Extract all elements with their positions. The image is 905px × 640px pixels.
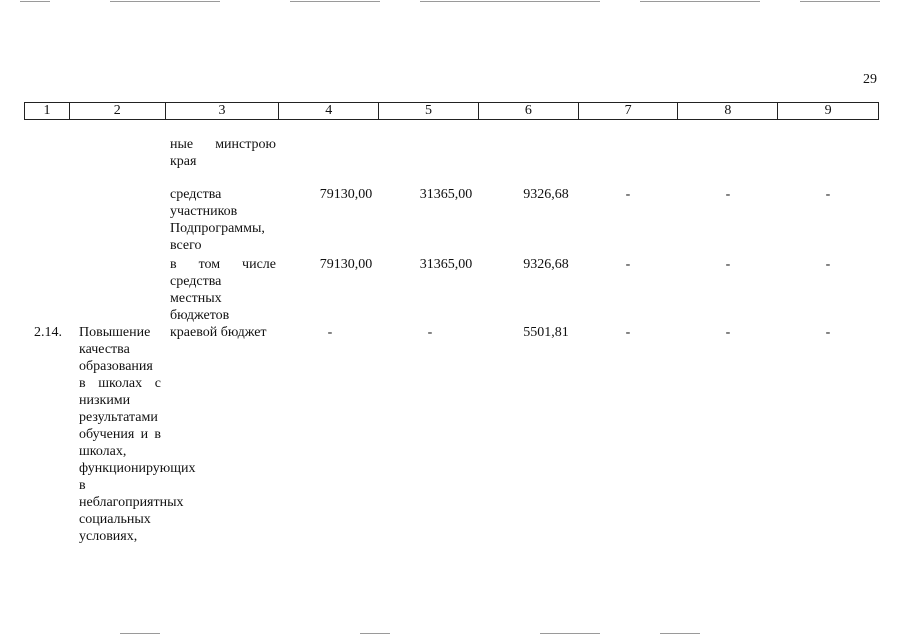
row-source-cell: краевой бюджет xyxy=(170,325,267,340)
row-value-col5: - xyxy=(427,325,433,340)
page-number: 29 xyxy=(863,72,877,87)
row-value-col4: 79130,00 xyxy=(319,187,373,202)
scan-artifact-top xyxy=(0,0,905,4)
row-value-col7: - xyxy=(625,325,631,340)
row-source-cell: средства участников Подпрограммы, всего xyxy=(170,187,265,253)
row-value-col9: - xyxy=(825,187,831,202)
row-value-col7: - xyxy=(625,187,631,202)
header-col-9: 9 xyxy=(824,103,832,118)
table-header-row xyxy=(24,102,879,120)
header-col-7: 7 xyxy=(579,103,679,119)
row-name-cell: Повышение качества образования в школах с низкими результатами обучения и в школах, функционирующих в неблагоприятных социальных условиях, xyxy=(79,325,196,544)
header-col-4: 4 xyxy=(279,103,379,119)
header-col-2: 2 xyxy=(70,103,166,119)
header-col-3: 3 xyxy=(166,103,280,119)
row-value-col8: - xyxy=(725,257,731,272)
row-value-col5: 31365,00 xyxy=(419,257,473,272)
row-value-col9: - xyxy=(825,325,831,340)
row-source-cell: в том числе средства местных бюджетов xyxy=(170,257,276,323)
row-value-col6: 9326,68 xyxy=(523,257,569,272)
row-value-col8: - xyxy=(725,187,731,202)
header-col-8: 8 xyxy=(678,103,778,119)
row-value-col6: 5501,81 xyxy=(523,325,569,340)
header-col-6: 6 xyxy=(479,103,579,119)
scan-artifact-bottom xyxy=(0,632,905,636)
row-value-col8: - xyxy=(725,325,731,340)
row-value-col4: 79130,00 xyxy=(319,257,373,272)
row-value-col4: - xyxy=(327,325,333,340)
row-number-cell: 2.14. xyxy=(34,325,62,340)
header-col-1: 1 xyxy=(25,103,70,119)
row-value-col9: - xyxy=(825,257,831,272)
row-value-col7: - xyxy=(625,257,631,272)
row-source-cell: ные минстрою края xyxy=(170,137,276,169)
row-value-col6: 9326,68 xyxy=(523,187,569,202)
header-col-5: 5 xyxy=(379,103,479,119)
row-value-col5: 31365,00 xyxy=(419,187,473,202)
